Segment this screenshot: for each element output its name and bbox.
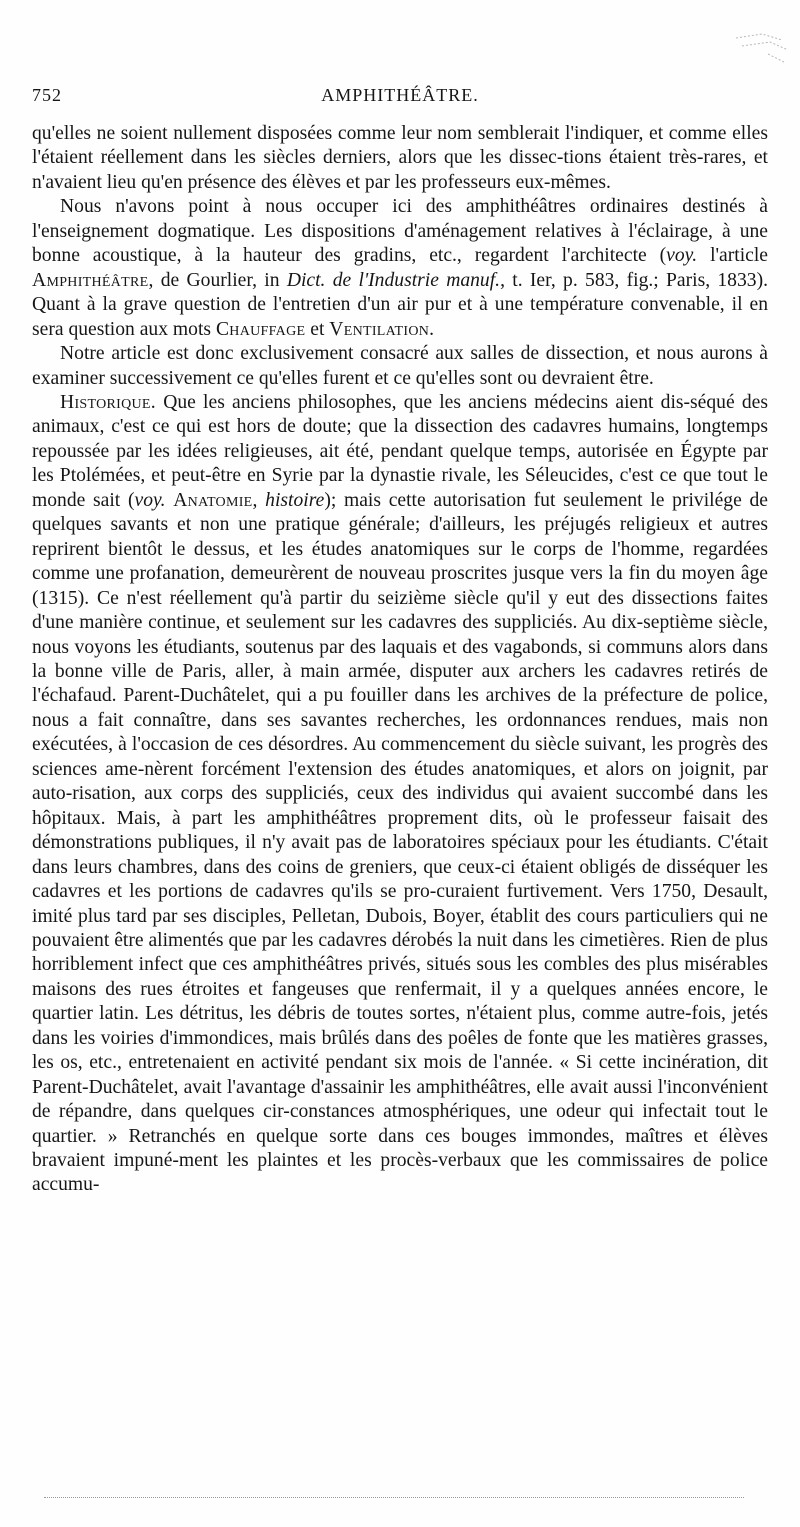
voy-reference: voy.	[666, 245, 698, 267]
cross-reference-amphitheatre: Amphithéâtre	[32, 269, 149, 291]
paragraph-continuation: qu'elles ne soient nullement disposées comme leur nom semblerait l'indiquer, et comme elles l'étaient réellement dans les siècles derniers, alors que les dissec-tions étaient très-rares, et n'avaient lieu qu'en présence des élèves et par les professeurs eux-mêmes.	[32, 123, 768, 193]
footer-dotted-rule	[44, 1497, 744, 1498]
histoire-reference: histoire	[265, 489, 325, 511]
text-run: , t. Ier, p. 583, fig.; Paris, 1833). Quant à la grave question de l'entretien d'un air pur et à une température convenable, il en sera question aux mots	[32, 269, 768, 340]
page-header	[32, 85, 768, 115]
page-number: 752	[32, 85, 62, 105]
text-run: et	[305, 318, 330, 340]
body-text	[32, 122, 768, 1198]
voy-reference: voy.	[134, 489, 166, 511]
paragraph-amphitheatres	[32, 195, 768, 342]
paragraph-historique	[32, 391, 768, 1198]
cross-reference-chauffage: Chauffage	[215, 318, 306, 340]
text-run: Que les anciens philosophes, que les anciens médecins aient dis-séqué des animaux, c'est ce qui est hors de doute; que la dissection des cadavres humains, longtemps repoussée par les idées religieuses, ait été, pendant quelque temps, autorisée en Égypte par les Ptolémées, et peut-être en Syrie par la dynastie rivale, les Séleucides, c'est ce que tout le monde sait (	[32, 391, 768, 511]
cross-reference-anatomie: Anatomie	[173, 489, 253, 511]
text-run: ); mais cette autorisation fut seulement le privilége de quelques savants et non une pratique générale; d'ailleurs, les préjugés religieux et autres reprirent bientôt le dessus, et les études anatomiques sur le corps de l'homme, regardées comme une profanation, demeurèrent de nouveau proscrites jusque vers la fin du moyen âge (1315). Ce n'est réellement qu'à partir du seizième siècle qu'il y eut des dissections faites d'une manière continue, et seulement sur les cadavres des suppliciés. Au dix-septième siècle, nous voyons les étudiants, soutenus par des laquais et des vagabonds, si communs alors dans la bonne ville de Paris, aller, à main armée, disputer aux archers les cadavres retirés de l'échafaud. Parent-Duchâtelet, qui a pu fouiller dans les archives de la préfecture de police, nous a fait connaître, dans ses savantes recherches, les ordonnances rendues, mais non exécutées, à l'occasion de ces désordres. Au commencement du siècle suivant, les progrès des sciences ame-nèrent forcément l'extension des études anatomiques, et alors on joignit, par auto-risation, aux corps des suppliciés, ceux des individus qui avaient succombé dans les hôpitaux. Mais, à part les amphithéâtres proprement dits, où le professeur faisait des démonstrations publiques, il n'y avait pas de laboratoires spéciaux pour les étudiants. C'était dans leurs chambres, dans des coins de greniers, que ceux-ci étaient obligés de disséquer les cadavres et les portions de cadavres qu'ils se pro-curaient furtivement. Vers 1750, Desault, imité plus tard par ses disciples, Pelletan, Dubois, Boyer, établit des cours particuliers qui ne pouvaient être alimentés que par les cadavres dérobés la nuit dans les cimetières. Rien de plus horriblement infect que ces amphithéâtres privés, situés sous les combles des plus misérables maisons des rues étroites et fangeuses que renfermait, il y a quelques années encore, le quartier latin. Les détritus, les débris de toutes sortes, n'étaient plus, comme autre-fois, jetés dans les voiries d'immondices, mais brûlés dans des poêles de fonte que les matières grasses, les os, etc., entretenaient en activité pendant six mois de l'année. « Si cette incinération, dit Parent-Duchâtelet, avait l'avantage d'assainir les amphithéâtres, elle avait aussi l'inconvénient de répandre, dans quelques cir-constances atmosphériques, une odeur qui infectait tout le quartier. » Retranchés en quelque sorte dans ces bouges immondes, maîtres et élèves bravaient impuné-ment les plaintes et les procès-verbaux que les commissaires de police accumu-	[32, 489, 768, 1196]
running-title: AMPHITHÉÂTRE.	[321, 85, 479, 105]
scan-smudge-mark	[732, 28, 792, 72]
text-run: Nous n'avons point à nous occuper ici des amphithéâtres ordinaires destinés à l'enseignement dogmatique. Les dispositions d'aménagement relatives à l'éclairage, à une bonne acoustique, à la hauteur des gradins, etc., regardent l'architecte (	[32, 196, 768, 267]
text-run: l'article	[697, 245, 768, 267]
dictionary-title: Dict. de l'Industrie manuf.	[286, 269, 501, 291]
text-run: , de Gourlier, in	[148, 269, 287, 291]
text-run: .	[429, 318, 435, 340]
text-run: ,	[252, 489, 266, 511]
section-heading-historique: Historique.	[60, 391, 156, 413]
paragraph-article-scope: Notre article est donc exclusivement consacré aux salles de dissection, et nous aurons à examiner successivement ce qu'elles furent et ce qu'elles sont ou devraient être.	[32, 343, 768, 389]
cross-reference-ventilation: Ventilation	[329, 318, 430, 340]
